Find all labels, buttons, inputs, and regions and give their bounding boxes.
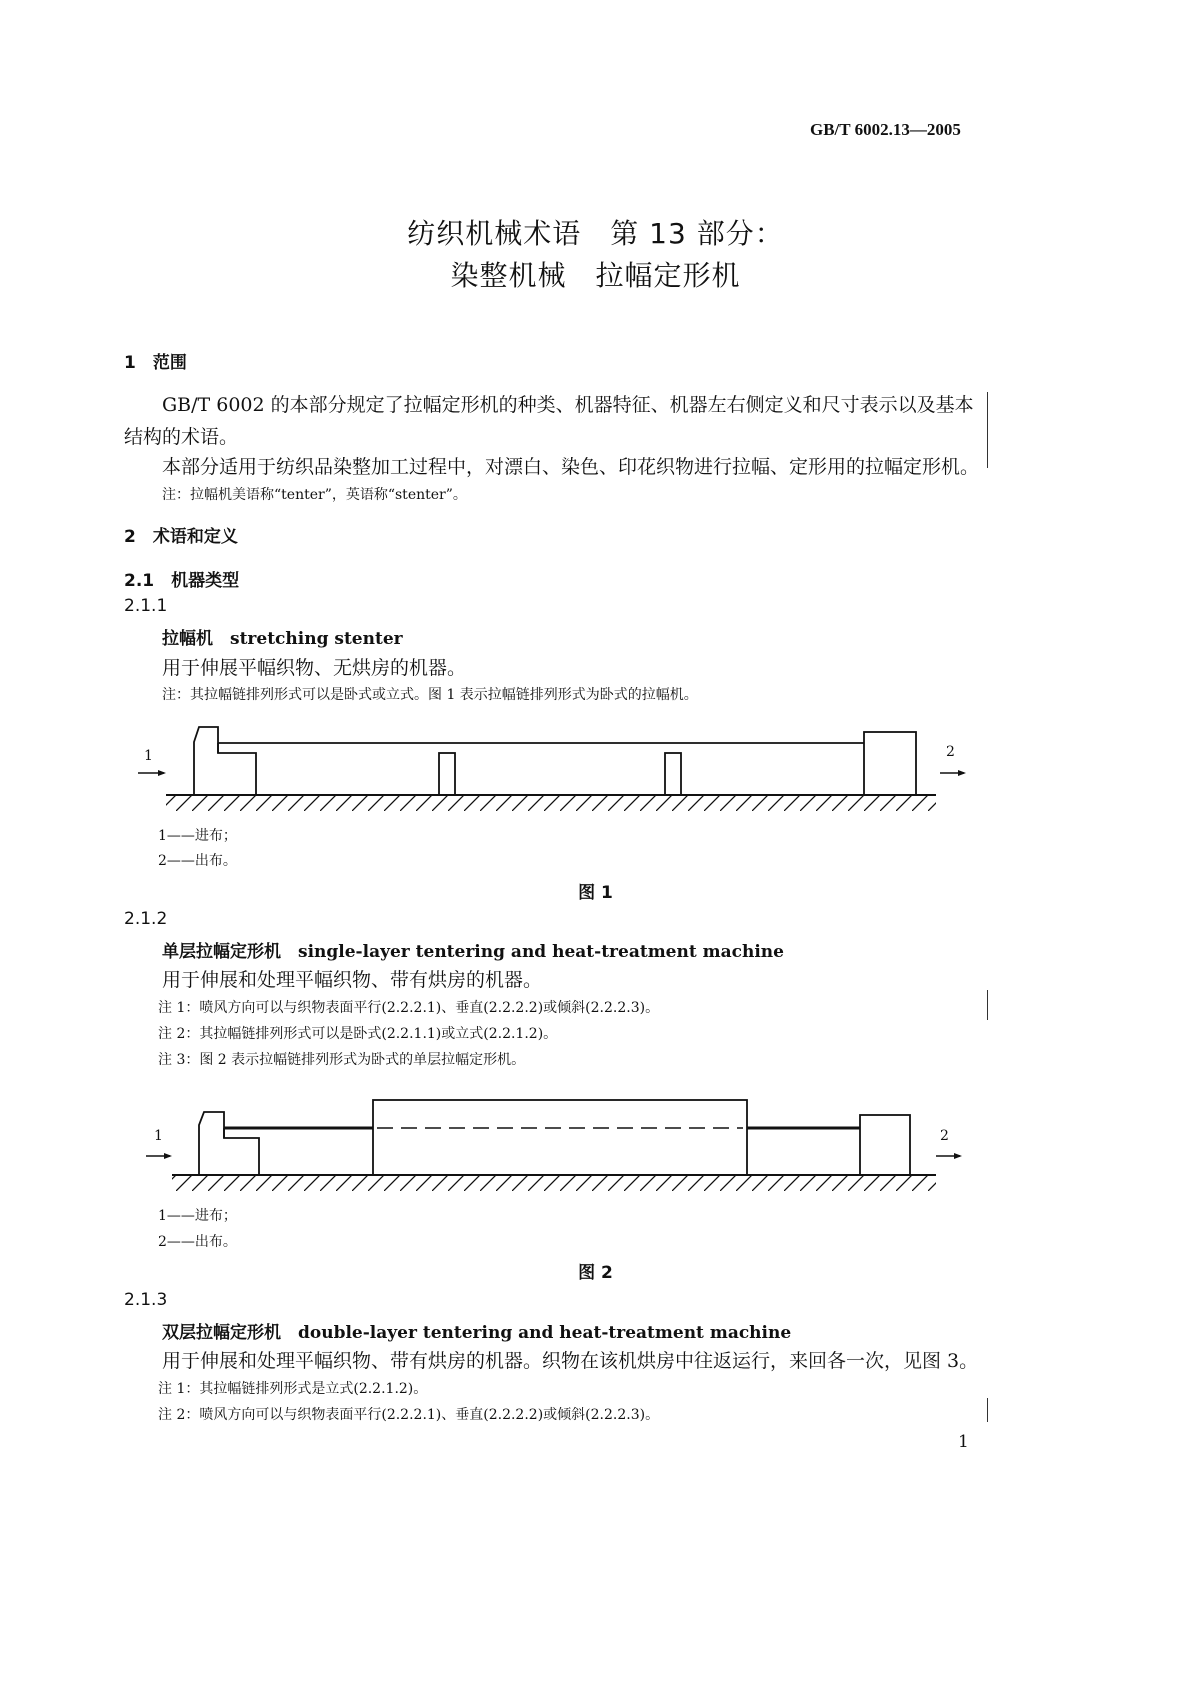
term-2-1-3-note-2: 注 2：喷风方向可以与织物表面平行(2.2.2.1)、垂直(2.2.2.2)或倾斜(2.2.2.3)。 <box>158 1407 660 1423</box>
section-1-paragraph-1b: 结构的术语。 <box>124 426 239 448</box>
figure-1-exit-unit <box>864 732 916 795</box>
page-number: 1 <box>958 1432 969 1452</box>
section-1-heading: 1 范围 <box>124 353 187 373</box>
figure-1-support-1 <box>439 753 455 795</box>
figure-1-in-arrowhead <box>158 770 166 776</box>
term-2-1-1-title: 拉幅机 stretching stenter <box>162 629 403 649</box>
change-bar <box>987 990 988 1020</box>
figure-2-entry-unit <box>199 1112 259 1175</box>
figure-1-entry-unit <box>194 727 256 795</box>
section-2-heading: 2 术语和定义 <box>124 527 238 547</box>
figure-2-caption: 图 2 <box>578 1263 613 1283</box>
figure-1-out-arrowhead <box>958 770 966 776</box>
term-2-1-3-title: 双层拉幅定形机 double-layer tentering and heat-treatment machine <box>162 1323 792 1343</box>
term-2-1-2-note-3: 注 3：图 2 表示拉幅链排列形式为卧式的单层拉幅定形机。 <box>158 1052 526 1068</box>
term-2-1-2-note-1: 注 1：喷风方向可以与织物表面平行(2.2.2.1)、垂直(2.2.2.2)或倾斜(2.2.2.3)。 <box>158 1000 660 1016</box>
page-title-line2: 染整机械 拉幅定形机 <box>450 259 741 292</box>
term-2-1-2-title: 单层拉幅定形机 single-layer tentering and heat-treatment machine <box>162 942 784 962</box>
change-bar <box>987 1398 988 1422</box>
term-2-1-1-note: 注：其拉幅链排列形式可以是卧式或立式。图 1 表示拉幅链排列形式为卧式的拉幅机。 <box>162 687 698 703</box>
change-bar <box>987 392 988 468</box>
figure-2-diagram <box>0 1095 1191 1200</box>
figure-2-out-arrowhead <box>954 1153 962 1159</box>
section-1-paragraph-1a: GB/T 6002 的本部分规定了拉幅定形机的种类、机器特征、机器左右侧定义和尺寸表示以及基本 <box>162 394 974 416</box>
figure-2-legend-2: 2——出布。 <box>158 1234 237 1250</box>
figure-2-legend-1: 1——进布； <box>158 1208 237 1224</box>
term-2-1-2-definition: 用于伸展和处理平幅织物、带有烘房的机器。 <box>162 969 543 991</box>
figure-2-ground-hatching <box>172 1175 936 1191</box>
section-2-1-heading: 2.1 机器类型 <box>124 571 240 591</box>
term-2-1-1-number: 2.1.1 <box>124 596 168 616</box>
section-1-note: 注：拉幅机美语称“tenter”，英语称“stenter”。 <box>162 487 467 503</box>
figure-1-ground-hatching <box>166 795 936 811</box>
term-2-1-2-note-2: 注 2：其拉幅链排列形式可以是卧式(2.2.1.1)或立式(2.2.1.2)。 <box>158 1026 558 1042</box>
figure-1-legend-2: 2——出布。 <box>158 853 237 869</box>
standard-number: GB/T 6002.13—2005 <box>810 120 961 139</box>
figure-2-in-arrowhead <box>164 1153 172 1159</box>
figure-2-label-in: 1 <box>154 1128 163 1144</box>
page-title-line1: 纺织机械术语 第 13 部分： <box>407 217 784 250</box>
figure-1-label-out: 2 <box>946 744 955 760</box>
figure-1-label-in: 1 <box>144 748 153 764</box>
term-2-1-1-definition: 用于伸展平幅织物、无烘房的机器。 <box>162 657 467 679</box>
term-2-1-3-note-1: 注 1：其拉幅链排列形式是立式(2.2.1.2)。 <box>158 1381 428 1397</box>
figure-1-caption: 图 1 <box>578 883 613 903</box>
term-2-1-3-definition: 用于伸展和处理平幅织物、带有烘房的机器。织物在该机烘房中往返运行，来回各一次，见图 3。 <box>162 1350 979 1372</box>
figure-2-label-out: 2 <box>940 1128 949 1144</box>
term-2-1-2-number: 2.1.2 <box>124 909 168 929</box>
figure-2-exit-unit <box>860 1115 910 1175</box>
figure-1-legend-1: 1——进布； <box>158 828 237 844</box>
section-1-paragraph-2: 本部分适用于纺织品染整加工过程中，对漂白、染色、印花织物进行拉幅、定形用的拉幅定形机。 <box>162 456 980 478</box>
figure-2-oven <box>373 1100 747 1175</box>
term-2-1-3-number: 2.1.3 <box>124 1290 168 1310</box>
figure-1-diagram <box>0 715 1191 815</box>
figure-1-support-2 <box>665 753 681 795</box>
